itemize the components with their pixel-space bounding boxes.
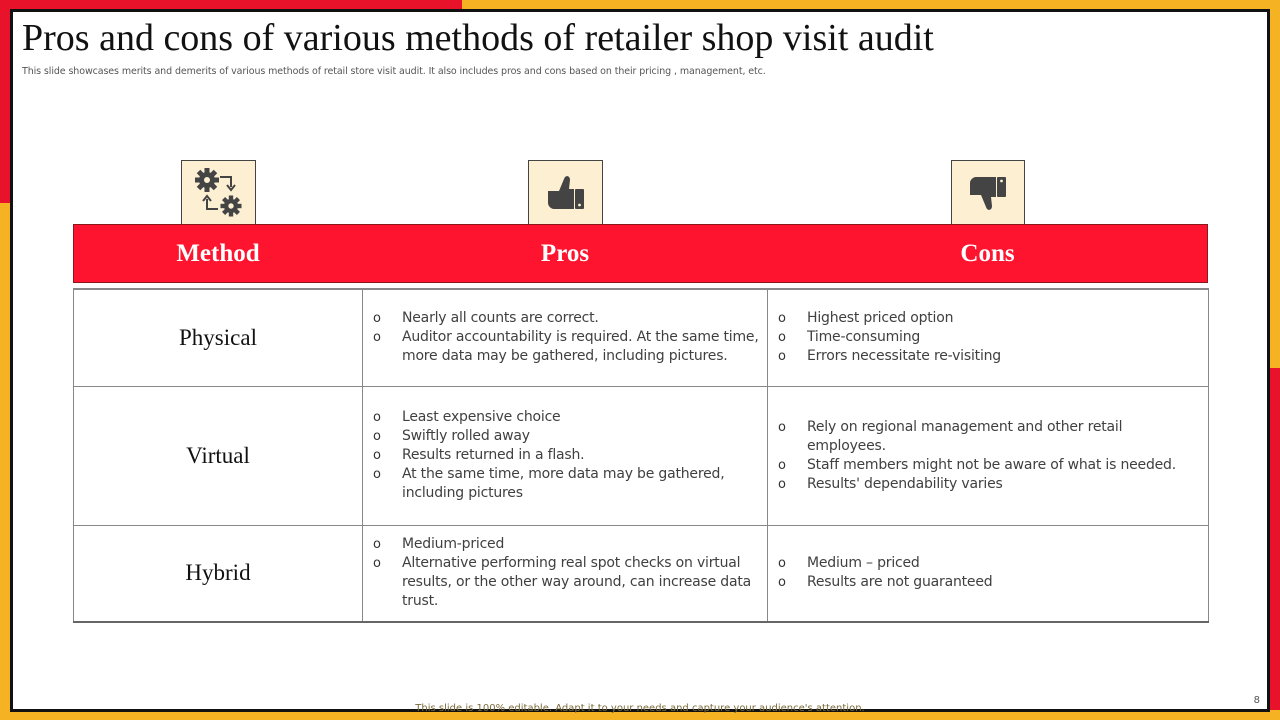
header-method: Method (176, 240, 260, 267)
list-item: o Auditor accountability is required. At the same time, more data may be gathered, including pictures. (371, 328, 759, 366)
method-cell: Virtual (74, 386, 363, 525)
list-item: o At the same time, more data may be gathered, including pictures (371, 465, 759, 503)
footer-note: This slide is 100% editable. Adapt it to your needs and capture your audience's attention. (415, 703, 865, 714)
methods-table (73, 288, 1209, 623)
list-item: o Results' dependability varies (776, 475, 1200, 494)
header-cons: Cons (960, 240, 1015, 267)
list-item: o Time-consuming (776, 328, 1200, 347)
list-item: o Staff members might not be aware of what is needed. (776, 456, 1200, 475)
slide-title: Pros and cons of various methods of retailer shop visit audit (22, 17, 934, 59)
cons-list (776, 309, 1200, 366)
cons-cell (768, 289, 1209, 386)
cons-cell (768, 386, 1209, 525)
list-item: o Results are not guaranteed (776, 573, 1200, 592)
list-item: o Rely on regional management and other retail employees. (776, 418, 1200, 456)
list-item: o Medium-priced (371, 535, 759, 554)
pros-icon-box (528, 160, 603, 224)
method-cell: Hybrid (74, 525, 363, 622)
header-pros: Pros (540, 240, 590, 267)
thumbs-down-icon (964, 169, 1012, 217)
table-row (74, 289, 1209, 386)
table-row (74, 386, 1209, 525)
list-item: o Results returned in a flash. (371, 446, 759, 465)
list-item: o Nearly all counts are correct. (371, 309, 759, 328)
pros-cell (363, 525, 768, 622)
table-row (74, 525, 1209, 622)
pros-cell (363, 289, 768, 386)
pros-list (371, 535, 759, 611)
table-header-bar (73, 224, 1208, 283)
pros-list (371, 309, 759, 366)
cons-list (776, 418, 1200, 494)
method-icon-box (181, 160, 256, 224)
cons-icon-box (951, 160, 1025, 224)
gears-process-icon (191, 165, 247, 221)
cons-cell (768, 525, 1209, 622)
page-number: 8 (1253, 695, 1260, 706)
list-item: o Medium – priced (776, 554, 1200, 573)
list-item: o Swiftly rolled away (371, 427, 759, 446)
slide-subtitle: This slide showcases merits and demerits of various methods of retail store visit audit. It also includes pros and cons based on their pricing , management, etc. (22, 66, 766, 77)
list-item: o Errors necessitate re-visiting (776, 347, 1200, 366)
cons-list (776, 554, 1200, 592)
list-item: o Alternative performing real spot checks on virtual results, or the other way around, can increase data trust. (371, 554, 759, 611)
pros-list (371, 408, 759, 503)
list-item: o Least expensive choice (371, 408, 759, 427)
pros-cell (363, 386, 768, 525)
list-item: o Highest priced option (776, 309, 1200, 328)
method-cell: Physical (74, 289, 363, 386)
thumbs-up-icon (542, 169, 590, 217)
